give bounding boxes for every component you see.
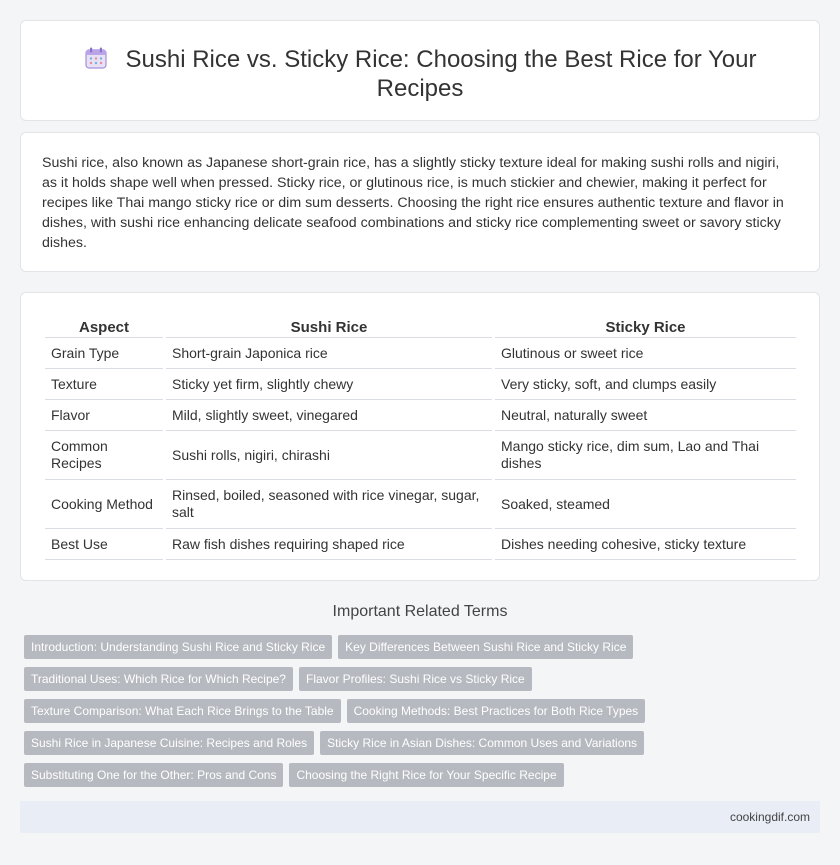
related-tag[interactable]: Sticky Rice in Asian Dishes: Common Uses and Variations <box>320 731 644 755</box>
related-tag[interactable]: Flavor Profiles: Sushi Rice vs Sticky Rice <box>299 667 532 691</box>
comparison-table-card <box>20 292 820 581</box>
table-row <box>45 529 796 560</box>
table-row <box>45 431 796 480</box>
related-tag[interactable]: Key Differences Between Sushi Rice and Sticky Rice <box>338 635 633 659</box>
intro-paragraph: Sushi rice, also known as Japanese short-grain rice, has a slightly sticky texture ideal for making sushi rolls and nigiri, as it holds shape well when pressed. Sticky rice, or glutinous rice, is much stickier and chewier, making it perfect for recipes like Thai mango sticky rice or dim sum desserts. Choosing the right rice ensures authentic texture and flavor in dishes, with sushi rice enhancing delicate seafood combinations and sticky rice complementing sweet or savory sticky dishes. <box>42 155 784 251</box>
calendar-icon <box>84 46 108 70</box>
header-sushi-rice: Sushi Rice <box>166 314 492 338</box>
table-row <box>45 400 796 431</box>
table-cell: Grain Type <box>45 338 163 369</box>
table-cell: Soaked, steamed <box>495 480 796 529</box>
table-cell: Very sticky, soft, and clumps easily <box>495 369 796 400</box>
page-title-wrap <box>21 45 819 103</box>
related-tag[interactable]: Cooking Methods: Best Practices for Both Rice Types <box>347 699 646 723</box>
table-cell: Rinsed, boiled, seasoned with rice vinegar, sugar, salt <box>166 480 492 529</box>
table-cell: Common Recipes <box>45 431 163 480</box>
table-cell: Texture <box>45 369 163 400</box>
table-cell: Best Use <box>45 529 163 560</box>
table-header-row <box>45 314 796 338</box>
table-cell: Sushi rolls, nigiri, chirashi <box>166 431 492 480</box>
footer <box>20 801 820 833</box>
related-tag[interactable]: Choosing the Right Rice for Your Specific Recipe <box>289 763 563 787</box>
table-row <box>45 338 796 369</box>
comparison-table <box>42 314 799 560</box>
related-tag[interactable]: Texture Comparison: What Each Rice Brings to the Table <box>24 699 341 723</box>
related-tag[interactable]: Substituting One for the Other: Pros and Cons <box>24 763 283 787</box>
table-cell: Flavor <box>45 400 163 431</box>
related-tag[interactable]: Sushi Rice in Japanese Cuisine: Recipes and Roles <box>24 731 314 755</box>
title-card <box>20 20 820 121</box>
related-terms-title: Important Related Terms <box>332 603 508 620</box>
related-tag[interactable]: Traditional Uses: Which Rice for Which Recipe? <box>24 667 293 691</box>
header-sticky-rice: Sticky Rice <box>495 314 796 338</box>
table-cell: Glutinous or sweet rice <box>495 338 796 369</box>
table-cell: Mango sticky rice, dim sum, Lao and Thai dishes <box>495 431 796 480</box>
table-cell: Cooking Method <box>45 480 163 529</box>
header-aspect: Aspect <box>45 314 163 338</box>
related-tag[interactable]: Introduction: Understanding Sushi Rice and Sticky Rice <box>24 635 332 659</box>
table-cell: Short-grain Japonica rice <box>166 338 492 369</box>
related-terms-tags <box>24 635 824 795</box>
table-row <box>45 369 796 400</box>
table-cell: Mild, slightly sweet, vinegared <box>166 400 492 431</box>
page-title: Sushi Rice vs. Sticky Rice: Choosing the Best Rice for Your Recipes <box>125 46 757 102</box>
intro-card <box>20 132 820 272</box>
table-cell: Sticky yet firm, slightly chewy <box>166 369 492 400</box>
footer-site-link[interactable]: cookingdif.com <box>729 810 810 824</box>
table-cell: Dishes needing cohesive, sticky texture <box>495 529 796 560</box>
table-cell: Raw fish dishes requiring shaped rice <box>166 529 492 560</box>
table-cell: Neutral, naturally sweet <box>495 400 796 431</box>
table-row <box>45 480 796 529</box>
